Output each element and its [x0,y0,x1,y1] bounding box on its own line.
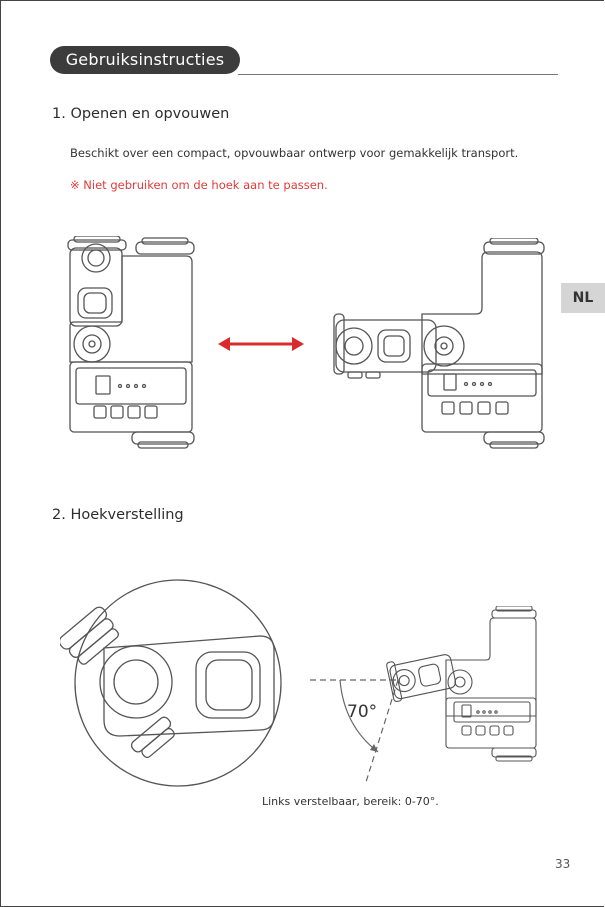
title-divider [238,74,558,75]
language-tab: NL [561,283,605,313]
page-title: Gebruiksinstructies [50,46,240,74]
page-number: 33 [555,857,571,871]
angle-label: 70° [347,702,378,722]
section-heading-open-fold: 1. Openen en opvouwen [52,106,230,122]
section-description: Beschikt over een compact, opvouwbaar ontwerp voor gemakkelijk transport. [70,146,519,160]
section-heading-angle-adjust: 2. Hoekverstelling [52,507,184,523]
hinge-detail-zoom-illustration [60,578,300,788]
warning-note: ※ Niet gebruiken om de hoek aan te passen. [70,178,328,192]
device-angle-illustration [382,606,542,772]
double-arrow-icon [218,334,304,354]
device-folded-illustration [62,236,202,458]
device-unfolded-illustration [326,238,556,458]
angle-caption: Links verstelbaar, bereik: 0-70°. [262,795,439,808]
